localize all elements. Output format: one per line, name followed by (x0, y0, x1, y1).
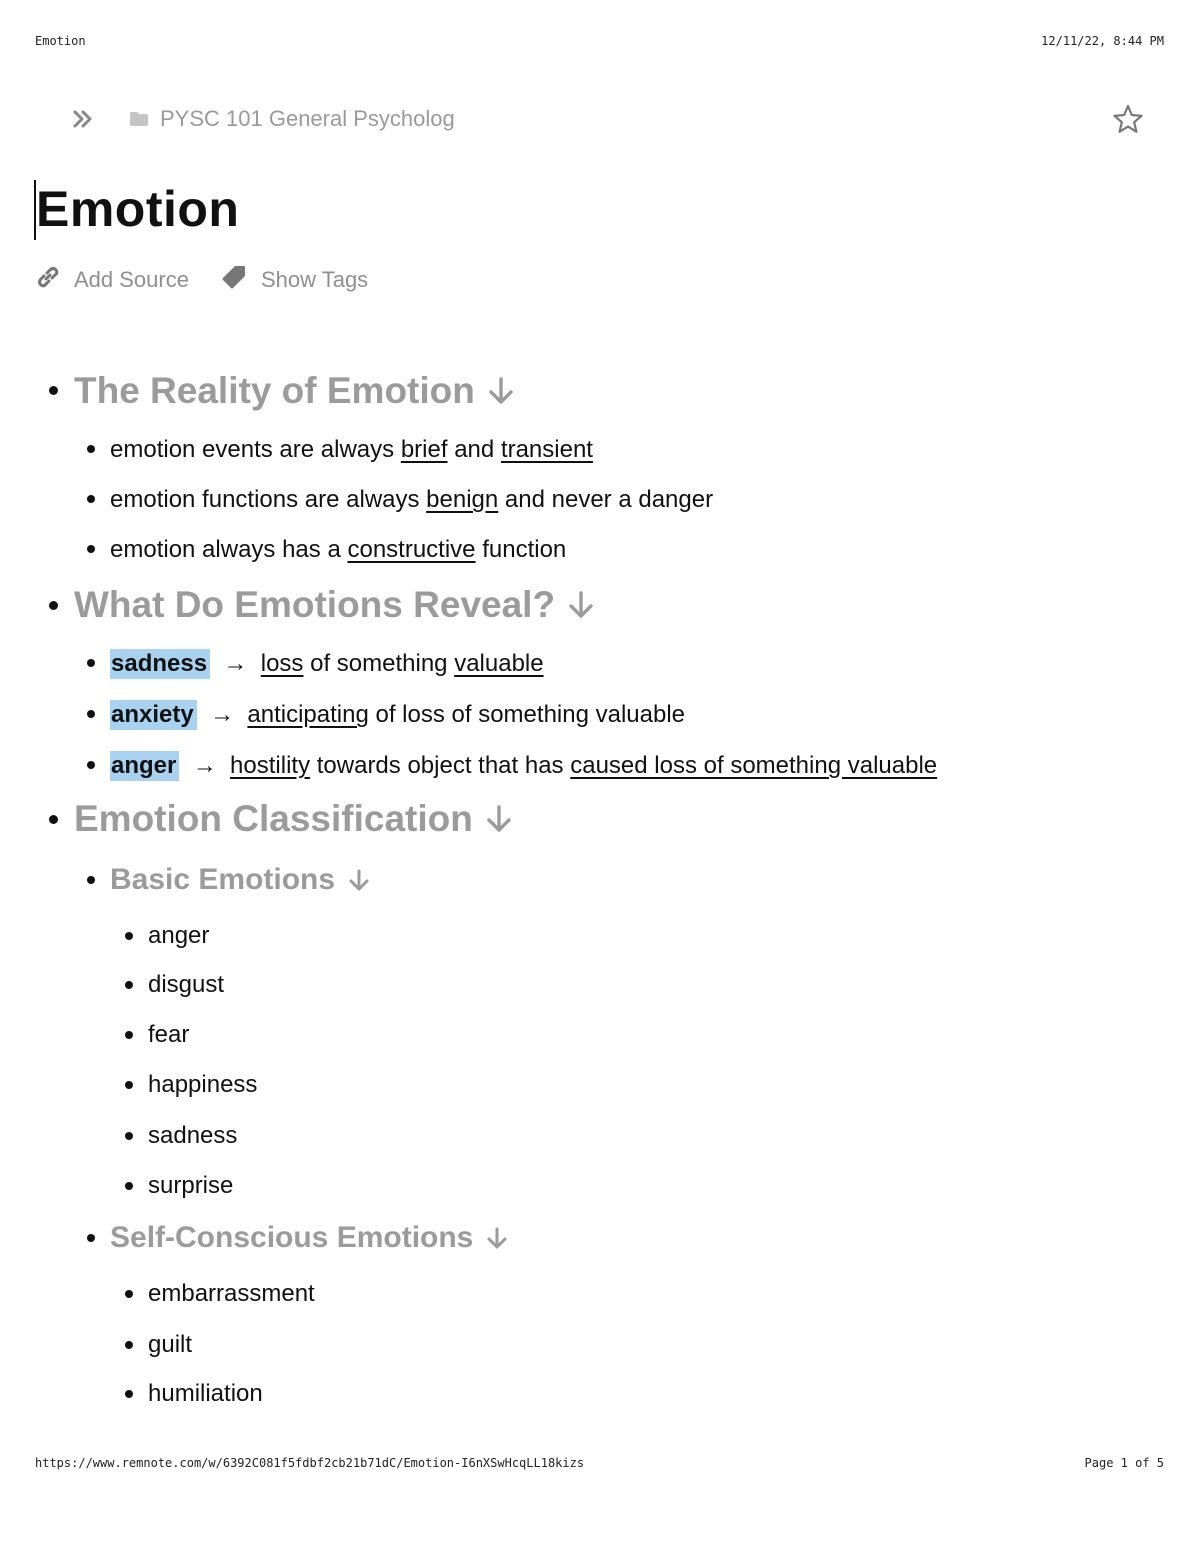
underlined-text: anticipating (247, 701, 369, 728)
show-tags-button[interactable] (221, 264, 368, 295)
item-text: sadness (148, 1122, 238, 1149)
bullet-dot[interactable] (125, 932, 133, 940)
item-text: emotion always has a (110, 536, 341, 563)
list-item[interactable] (148, 1329, 192, 1361)
underlined-text: hostility (230, 752, 311, 779)
subheading-text: Basic Emotions (110, 863, 336, 896)
text-cursor (34, 180, 36, 240)
folder-icon (130, 112, 148, 126)
item-text: towards object that has (310, 752, 571, 779)
bullet-dot[interactable] (87, 495, 95, 503)
top-bar (70, 100, 1145, 138)
item-text: surprise (148, 1172, 234, 1199)
heading-reality-of-emotion[interactable] (74, 368, 515, 414)
bullet-dot[interactable] (125, 981, 133, 989)
arrow-down-icon[interactable] (347, 868, 371, 892)
print-header-datetime: 12/11/22, 8:44 PM (1041, 34, 1164, 48)
list-item[interactable] (148, 969, 224, 1001)
underlined-text: constructive (347, 536, 476, 563)
underlined-text: transient (500, 436, 593, 463)
print-footer-page-number: Page 1 of 5 (1084, 1456, 1164, 1470)
list-item[interactable] (110, 749, 937, 783)
heading-text: The Reality of Emotion (74, 370, 475, 411)
print-footer (35, 1456, 1164, 1470)
link-icon (36, 265, 60, 294)
bullet-dot[interactable] (87, 876, 95, 884)
document-actions (36, 264, 400, 295)
bullet-dot[interactable] (49, 386, 58, 395)
heading-emotion-classification[interactable] (74, 796, 513, 842)
tag-icon (221, 264, 247, 295)
bullet-dot[interactable] (87, 445, 95, 453)
item-text: emotion events are always (110, 436, 395, 463)
highlighted-term: anxiety (110, 700, 197, 730)
bullet-dot[interactable] (87, 545, 95, 553)
print-footer-url: https://www.remnote.com/w/6392C081f5fdbf2cb21b71dC/Emotion-I6nXSwHcqLL18kizs (35, 1456, 585, 1470)
item-text: humiliation (148, 1380, 263, 1407)
arrow-down-icon[interactable] (485, 804, 513, 834)
bullet-dot[interactable] (125, 1081, 133, 1089)
item-text: anger (148, 922, 210, 949)
item-text: and (454, 436, 495, 463)
item-text: of loss of something valuable (368, 701, 686, 728)
underlined-text: brief (400, 436, 448, 463)
heading-text: What Do Emotions Reveal? (74, 584, 556, 625)
add-source-label: Add Source (74, 266, 189, 292)
underlined-text: benign (426, 486, 499, 513)
add-source-button[interactable] (36, 265, 189, 294)
highlighted-term: sadness (110, 649, 210, 679)
arrow-text: → (223, 650, 248, 677)
item-text: and never a danger (504, 486, 714, 513)
item-text: guilt (148, 1331, 193, 1358)
list-item[interactable] (110, 484, 713, 516)
heading-self-conscious-emotions[interactable] (110, 1219, 509, 1257)
arrow-down-icon[interactable] (485, 1226, 509, 1250)
arrow-text: → (192, 752, 217, 779)
bullet-dot[interactable] (49, 815, 58, 824)
bullet-dot[interactable] (125, 1390, 133, 1398)
print-header-title: Emotion (35, 34, 86, 48)
bullet-dot[interactable] (125, 1182, 133, 1190)
star-icon[interactable] (1111, 102, 1145, 136)
page-title[interactable]: Emotion (36, 181, 240, 237)
list-item[interactable] (148, 920, 209, 952)
double-chevron-right-icon[interactable] (70, 106, 96, 132)
list-item[interactable] (110, 698, 685, 732)
bullet-dot[interactable] (125, 1031, 133, 1039)
arrow-text: → (210, 701, 235, 728)
bullet-dot[interactable] (87, 659, 95, 667)
underlined-text: loss (260, 650, 304, 677)
list-item[interactable] (148, 1019, 189, 1051)
breadcrumb-folder[interactable]: PYSC 101 General Psycholog (160, 106, 455, 131)
underlined-text: valuable (454, 650, 544, 677)
list-item[interactable] (148, 1170, 233, 1202)
item-text: happiness (148, 1071, 258, 1098)
bullet-dot[interactable] (125, 1132, 133, 1140)
highlighted-term: anger (110, 751, 179, 781)
arrow-down-icon[interactable] (487, 376, 515, 406)
list-item[interactable] (148, 1278, 315, 1310)
arrow-down-icon[interactable] (567, 590, 595, 620)
heading-text: Emotion Classification (74, 798, 473, 839)
bullet-dot[interactable] (49, 601, 58, 610)
heading-what-do-emotions-reveal[interactable] (74, 582, 595, 628)
list-item[interactable] (148, 1378, 263, 1410)
list-item[interactable] (110, 434, 593, 466)
heading-basic-emotions[interactable] (110, 861, 371, 899)
item-text: fear (148, 1021, 190, 1048)
title-area (34, 176, 239, 242)
item-text: disgust (148, 971, 225, 998)
bullet-dot[interactable] (87, 1234, 95, 1242)
bullet-dot[interactable] (87, 761, 95, 769)
print-header (35, 34, 1164, 48)
list-item[interactable] (110, 647, 544, 681)
subheading-text: Self-Conscious Emotions (110, 1221, 474, 1254)
bullet-dot[interactable] (125, 1290, 133, 1298)
item-text: emotion functions are always (110, 486, 420, 513)
show-tags-label: Show Tags (260, 266, 369, 292)
list-item[interactable] (148, 1069, 257, 1101)
item-text: embarrassment (148, 1280, 315, 1307)
item-text: function (482, 536, 567, 563)
bullet-dot[interactable] (125, 1341, 133, 1349)
underlined-text: caused loss of something valuable (570, 752, 938, 779)
bullet-dot[interactable] (87, 710, 95, 718)
item-text: of something (303, 650, 455, 677)
list-item[interactable] (148, 1120, 237, 1152)
list-item[interactable] (110, 534, 566, 566)
